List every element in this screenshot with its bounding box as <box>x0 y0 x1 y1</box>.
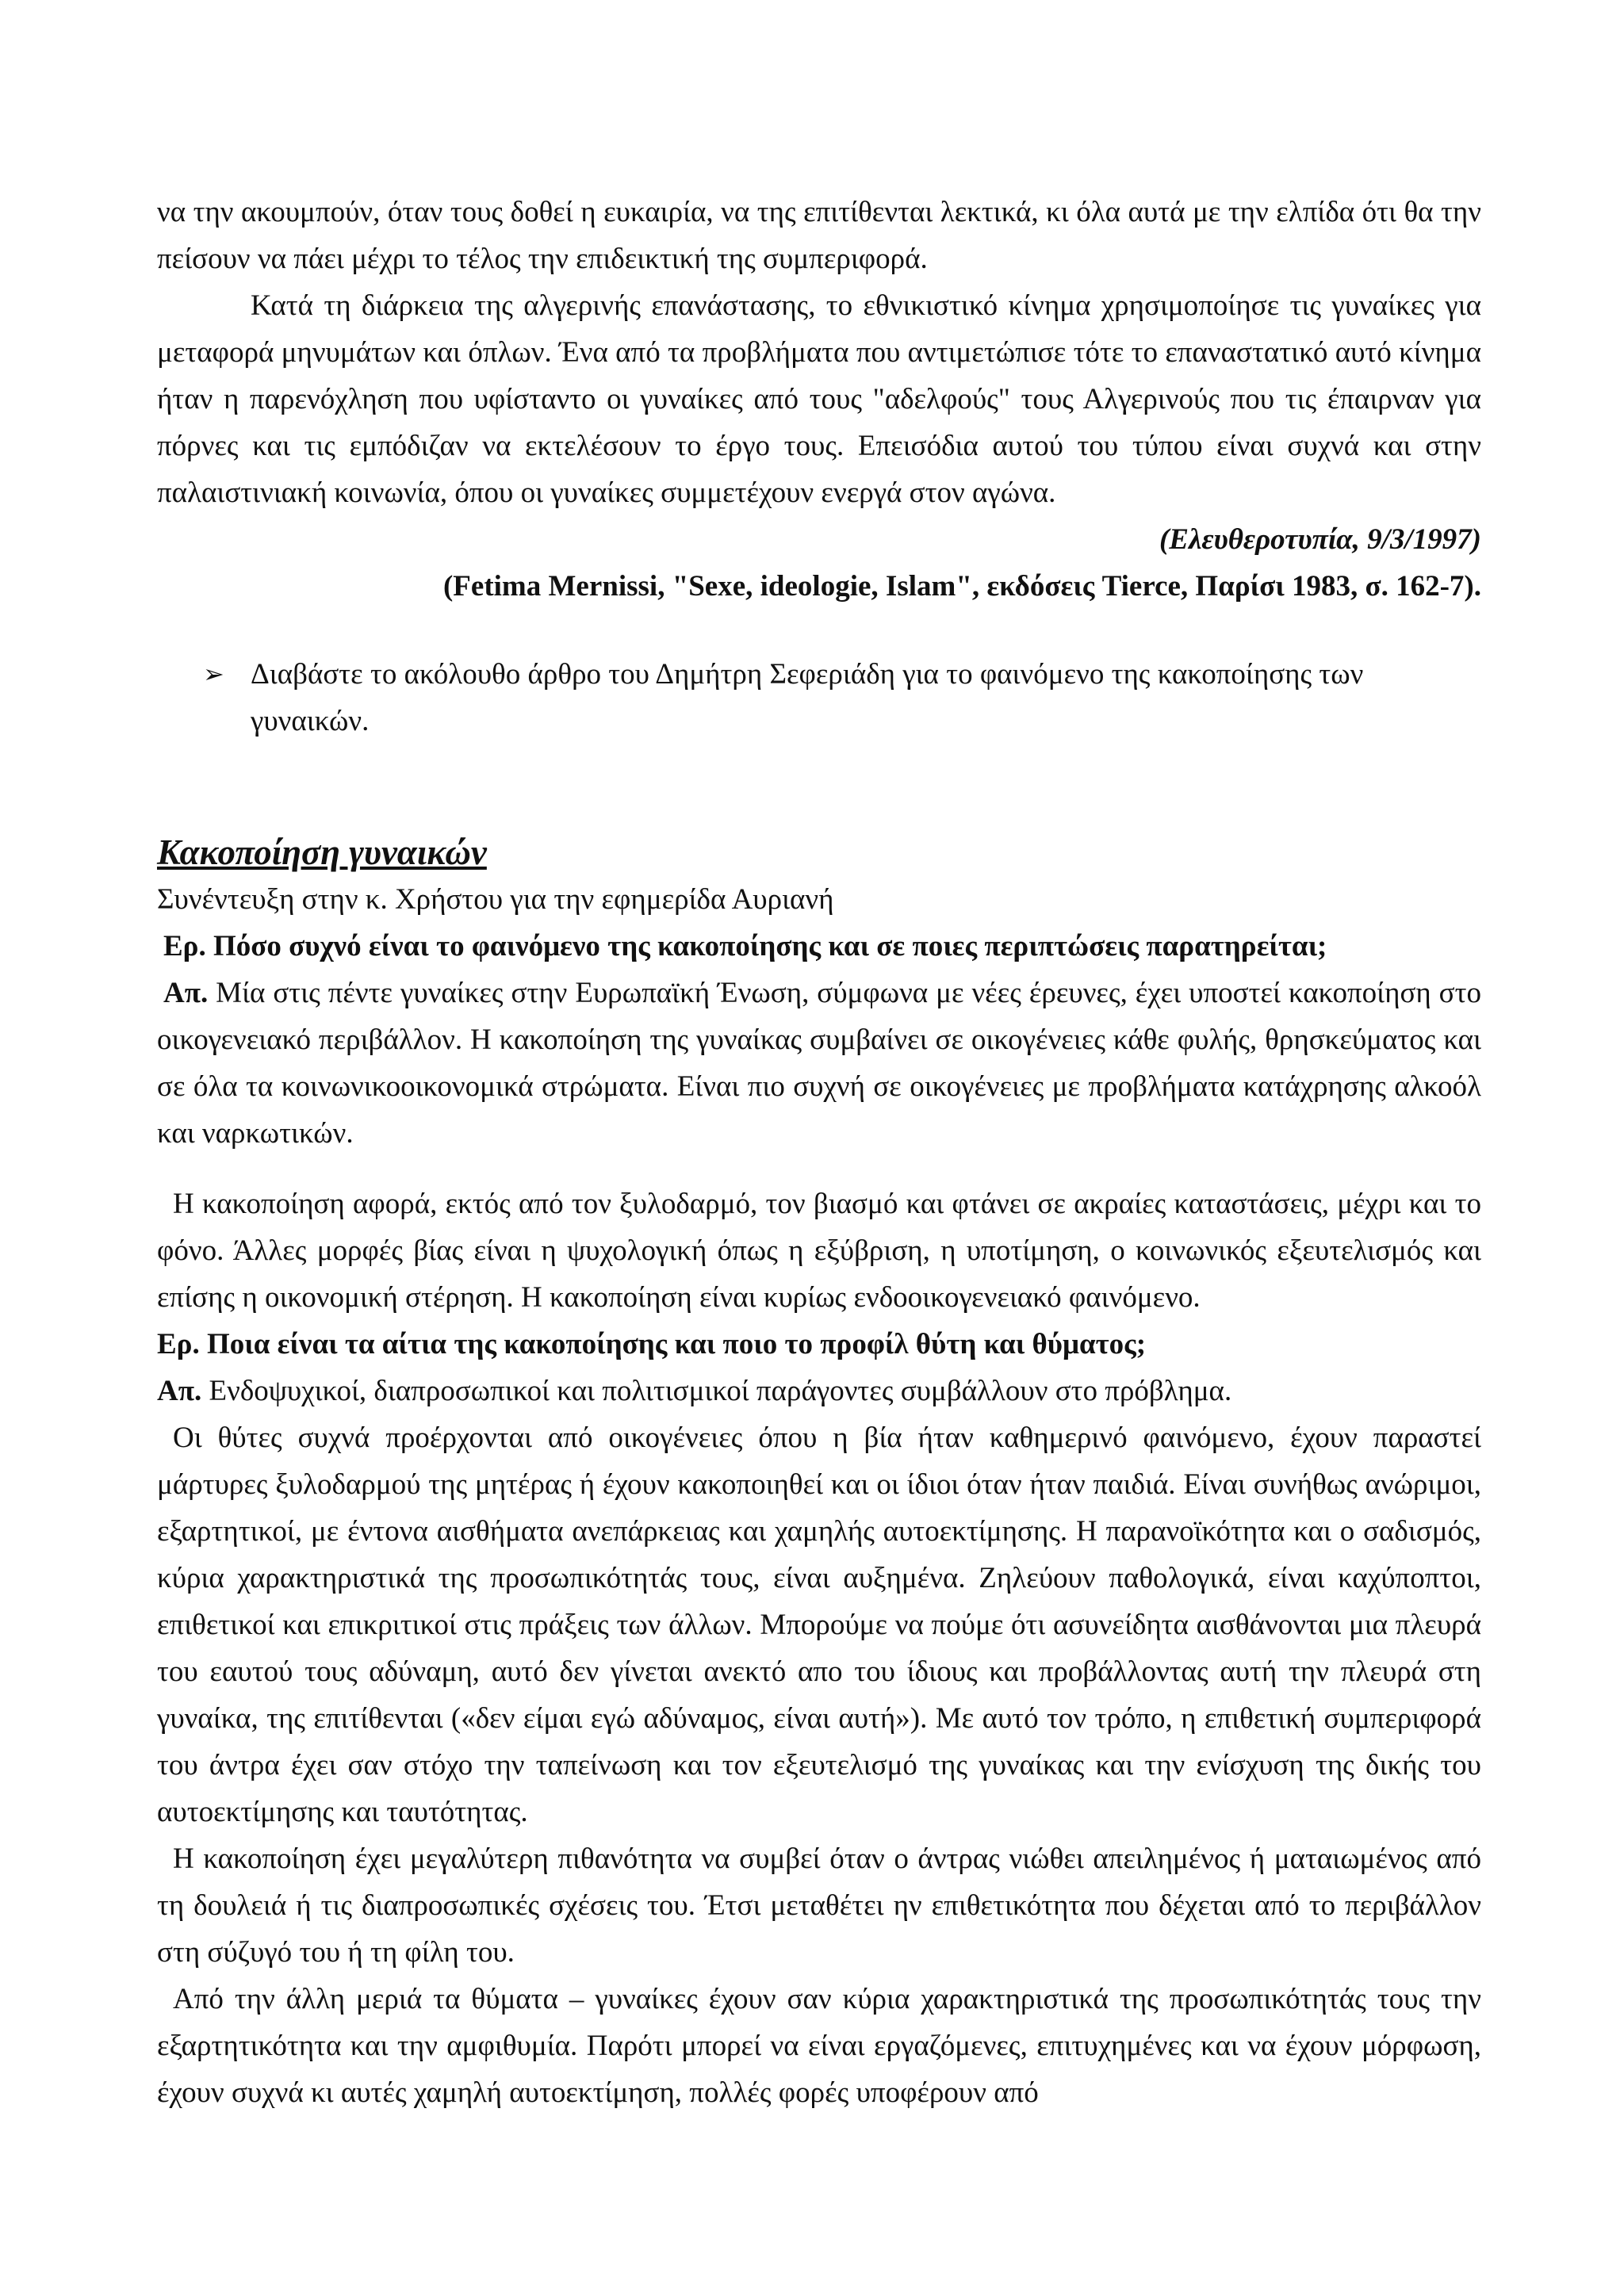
arrowhead-bullet-icon: ➢ <box>203 659 224 689</box>
intro-paragraph-continued: να την ακουμπούν, όταν τους δοθεί η ευκαιρία, να της επιτίθενται λεκτικά, κι όλα αυτά με την ελπίδα ότι θα την πείσουν να πάει μέχρι το τέλος την επιδεικτική της συμπεριφορά. <box>157 196 1481 275</box>
document-page <box>157 189 1481 2116</box>
answer-1 <box>157 970 1481 1157</box>
question-1 <box>157 923 1481 970</box>
answer-2-text: Ενδοψυχικοί, διαπροσωπικοί και πολιτισμικοί παράγοντες συμβάλλουν στο πρόβλημα. <box>201 1375 1232 1407</box>
question-2 <box>157 1321 1481 1368</box>
paragraph-perpetrators: Οι θύτες συχνά προέρχονται από οικογένειες όπου η βία ήταν καθημερινό φαινόμενο, έχουν παραστεί μάρτυρες ξυλοδαρμού της μητέρας ή έχουν κακοποιηθεί και οι ίδιοι όταν ήταν παιδιά. Είναι συνήθως ανώριμοι, εξαρτητικοί, με έντονα αισθήματα ανεπάρκειας και χαμηλής αυτοεκτίμησης. Η παρανοϊκότητα και ο σαδισμός, κύρια χαρακτηριστικά της προσωπικότητάς τους, είναι αυξημένα. Ζηλεύουν παθολογικά, είναι καχύποπτοι, επιθετικοί και επικριτικοί στις πράξεις των άλλων. Μπορούμε να πούμε ότι ασυνείδητα αισθάνονται μια πλευρά του εαυτού τους αδύναμη, αυτό δεν γίνεται ανεκτό απο του ίδιους και προβάλλοντας αυτή την πλευρά στη γυναίκα, της επιτίθενται («δεν είμαι εγώ αδύναμος, είναι αυτή»). Με αυτό τον τρόπο, η επιθετική συμπεριφορά του άντρα έχει σαν στόχο την ταπείνωση και τον εξευτελισμό της γυναίκας και την ενίσχυση της δικής του αυτοεκτίμησης και ταυτότητας. <box>157 1422 1481 1828</box>
instruction-bullet <box>157 651 1481 744</box>
answer-1-label: Απ. <box>163 977 209 1009</box>
paragraph-victims: Από την άλλη μεριά τα θύματα – γυναίκες έχουν σαν κύρια χαρακτηριστικά της προσωπικότητάς τους την εξαρτητικότητα και την αμφιθυμία. Παρότι μπορεί να είναι εργαζόμενες, επιτυχημένες και να έχουν μόρφωση, έχουν συχνά κι αυτές χαμηλή αυτοεκτίμηση, πολλές φορές υποφέρουν από <box>157 1983 1481 2109</box>
article-title: Κακοποίηση γυναικών <box>157 832 487 872</box>
question-1-text: Πόσο συχνό είναι το φαινόμενο της κακοποίησης και σε ποιες περιπτώσεις παρατηρείται; <box>205 930 1327 962</box>
answer-2 <box>157 1368 1481 1414</box>
source-citation-newspaper: (Ελευθεροτυπία, 9/3/1997) <box>1159 523 1481 556</box>
paragraph-threat: Η κακοποίηση έχει μεγαλύτερη πιθανότητα να συμβεί όταν ο άντρας νιώθει απειλημένος ή ματαιωμένος από τη δουλειά ή τις διαπροσωπικές σχέσεις του. Έτσι μεταθέτει ην επιθετικότητα που δέχεται από το περιβάλλον στη σύζυγό του ή τη φίλη του. <box>157 1843 1481 1969</box>
source-citation-book: (Fetima Mernissi, "Sexe, ideologie, Islam", εκδόσεις Tierce, Παρίσι 1983, σ. 162-7). <box>442 570 1481 603</box>
article-subtitle: Συνέντευξη στην κ. Χρήστου για την εφημερίδα Αυριανή <box>157 883 834 916</box>
question-2-text: Ποια είναι τα αίτια της κακοποίησης και ποιο το προφίλ θύτη και θύματος; <box>199 1328 1147 1360</box>
intro-paragraph-algeria: Κατά τη διάρκεια της αλγερινής επανάστασης, το εθνικιστικό κίνημα χρησιμοποίησε τις γυναίκες για μεταφορά μηνυμάτων και όπλων. Ένα από τα προβλήματα που αντιμετώπισε τότε το επαναστατικό αυτό κίνημα ήταν η παρενόχληση που υφίσταντο οι γυναίκες από τους "αδελφούς" τους Αλγερινούς που τις έπαιρναν για πόρνες και τις εμπόδιζαν να εκτελέσουν το έργο τους. Επεισόδια αυτού του τύπου είναι συχνά και στην παλαιστινιακή κοινωνία, όπου οι γυναίκες συμμετέχουν ενεργά στον αγώνα. <box>157 289 1481 509</box>
instruction-text: Διαβάστε το ακόλουθο άρθρο του Δημήτρη Σεφεριάδη για το φαινόμενο της κακοποίησης των γυναικών. <box>251 658 1364 737</box>
answer-1-text: Μία στις πέντε γυναίκες στην Ευρωπαϊκή Ένωση, σύμφωνα με νέες έρευνες, έχει υποστεί κακοποίηση στο οικογενειακό περιβάλλον. Η κακοποίηση της γυναίκας συμβαίνει σε οικογένειες κάθε φυλής, θρησκεύματος και σε όλα τα κοινωνικοοικονομικά στρώματα. Είναι πιο συχνή σε οικογένειες με προβλήματα κατάχρησης αλκοόλ και ναρκωτικών. <box>157 977 1481 1150</box>
answer-2-label: Απ. <box>157 1375 202 1407</box>
question-2-label: Ερ. <box>157 1328 200 1360</box>
question-1-label: Ερ. <box>163 930 206 962</box>
paragraph-forms-of-abuse: Η κακοποίηση αφορά, εκτός από τον ξυλοδαρμό, τον βιασμό και φτάνει σε ακραίες καταστάσεις, μέχρι και το φόνο. Άλλες μορφές βίας είναι η ψυχολογική όπως η εξύβριση, η υποτίμηση, ο κοινωνικός εξευτελισμός και επίσης η οικονομική στέρηση. Η κακοποίηση είναι κυρίως ενδοοικογενειακό φαινόμενο. <box>157 1188 1481 1314</box>
